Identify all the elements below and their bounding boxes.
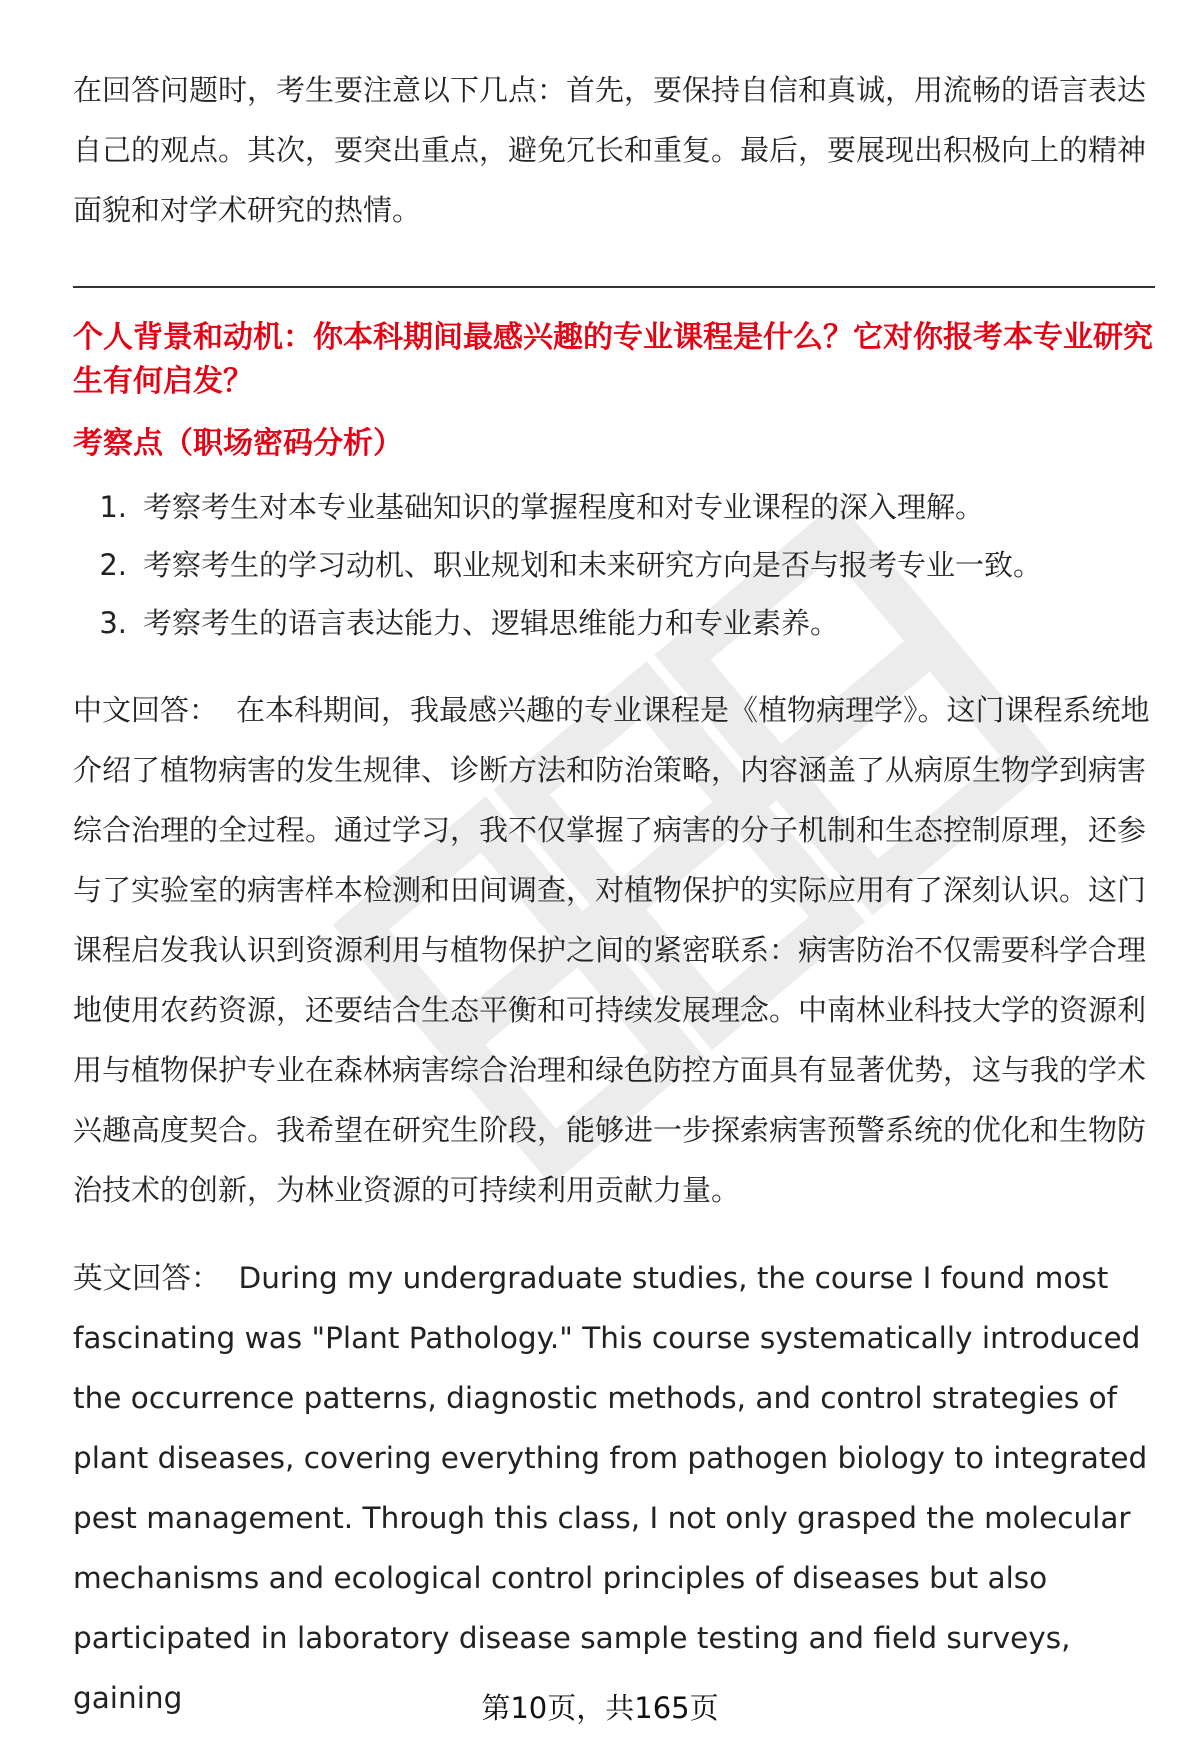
section-divider: [73, 286, 1155, 288]
list-item: [73, 594, 1155, 652]
page-footer: 第10页，共165页: [481, 1691, 719, 1725]
analysis-title: 考察点（职场密码分析）: [73, 426, 403, 461]
chinese-answer-text: 在本科期间，我最感兴趣的专业课程是《植物病理学》。这门课程系统地介绍了植物病害的发生规律、诊断方法和防治策略，内容涵盖了从病原生物学到病害综合治理的全过程。通过学习，我不仅掌握了病害的分子机制和生态控制原理，还参与了实验室的病害样本检测和田间调查，对植物保护的实际应用有了深刻认识。这门课程启发我认识到资源利用与植物保护之间的紧密联系：病害防治不仅需要科学合理地使用农药资源，还要结合生态平衡和可持续发展理念。中南林业科技大学的资源利用与植物保护专业在森林病害综合治理和绿色防控方面具有显著优势，这与我的学术兴趣高度契合。我希望在研究生阶段，能够进一步探索病害预警系统的优化和生物防治技术的创新，为林业资源的可持续利用贡献力量。: [73, 693, 1150, 1207]
question-heading: 个人背景和动机：你本科期间最感兴趣的专业课程是什么？它对你报考本专业研究生有何启发？: [73, 320, 1153, 399]
list-item-text: 考察考生对本专业基础知识的掌握程度和对专业课程的深入理解。: [143, 490, 985, 524]
chinese-answer: [73, 680, 1155, 1220]
list-item-text: 考察考生的学习动机、职业规划和未来研究方向是否与报考专业一致。: [143, 548, 1043, 582]
english-answer-label: 英文回答：: [73, 1261, 221, 1295]
list-item: [73, 536, 1155, 594]
chinese-answer-label: 中文回答：: [73, 693, 219, 727]
list-item-text: 考察考生的语言表达能力、逻辑思维能力和专业素养。: [143, 606, 840, 640]
list-item-number: 2.: [99, 548, 127, 582]
english-answer: [73, 1248, 1155, 1728]
list-item-number: 1.: [99, 490, 127, 524]
intro-paragraph: 在回答问题时，考生要注意以下几点：首先，要保持自信和真诚，用流畅的语言表达自己的观点。其次，要突出重点，避免冗长和重复。最后，要展现出积极向上的精神面貌和对学术研究的热情。: [73, 73, 1147, 227]
analysis-points-list: [73, 478, 1155, 652]
list-item: [73, 478, 1155, 536]
english-answer-text: During my undergraduate studies, the course I found most fascinating was "Plant Pathology." This course systematically introduced the occurrence patterns, diagnostic methods, and control strategies of plant diseases, covering everything from pathogen biology to integrated pest management. Through this class, I not only grasped the molecular mechanisms and ecological control principles of diseases but also participated in laboratory disease sample testing and field surveys, gaining: [73, 1261, 1148, 1715]
list-item-number: 3.: [99, 606, 127, 640]
document-page: [73, 60, 1155, 1728]
